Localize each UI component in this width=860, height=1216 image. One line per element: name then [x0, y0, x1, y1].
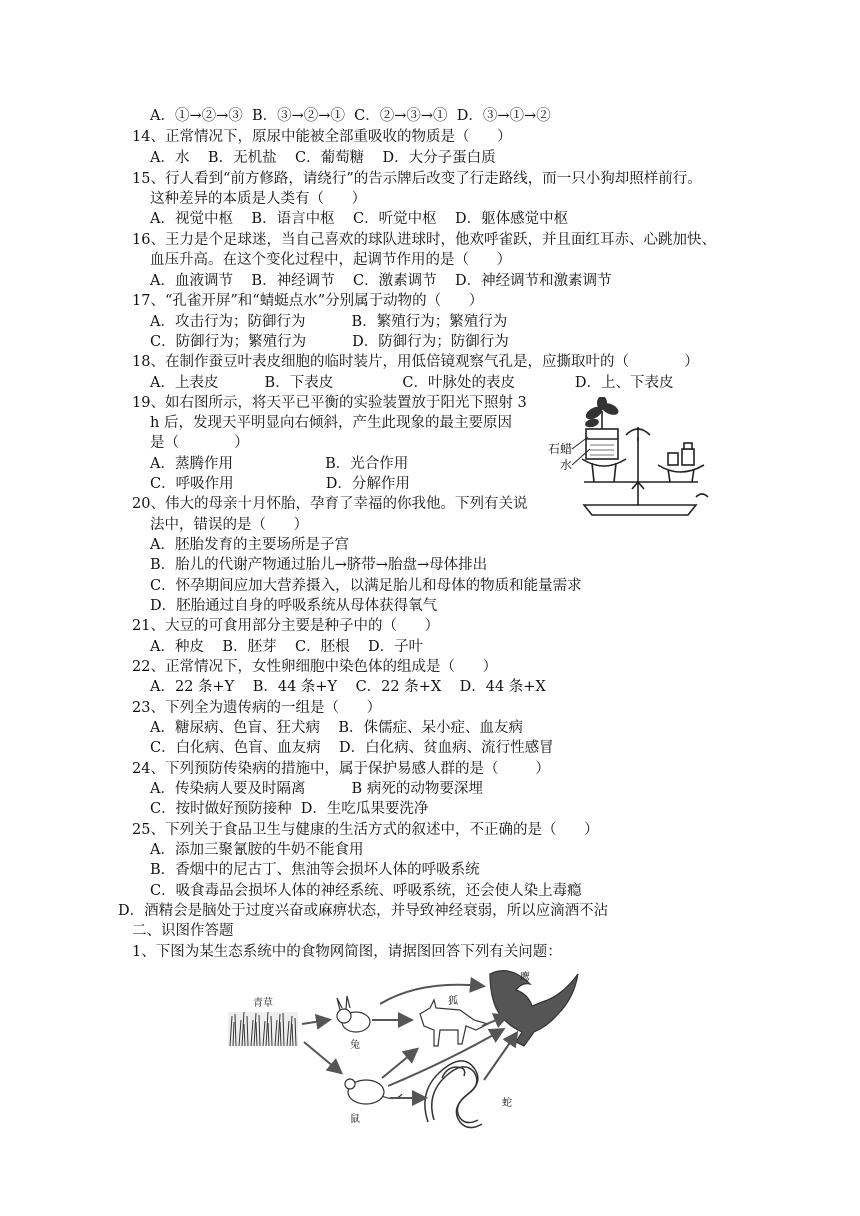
q18-options: A．上表皮 B．下表皮 C．叶脉处的表皮 D．上、下表皮	[150, 375, 674, 391]
q20-option-d: D．胚胎通过自身的呼吸系统从母体获得氧气	[150, 598, 438, 614]
q24-stem: 24、下列预防传染病的措施中，属于保护易感人群的是（ ）	[132, 761, 550, 777]
q21-options: A．种皮 B．胚芽 C．胚根 D．子叶	[150, 639, 424, 655]
rabbit-label: 兔	[350, 1040, 360, 1051]
q22-options: A．22 条+Y B．44 条+Y C．22 条+X D．44 条+X	[150, 679, 546, 695]
q25-option-a: A．添加三聚氰胺的牛奶不能食用	[150, 842, 364, 858]
q20-stem-line1: 20、伟大的母亲十月怀胎，孕育了幸福的你我他。下列有关说	[132, 496, 528, 512]
q16-options: A．血液调节 B．神经调节 C．激素调节 D．神经调节和激素调节	[150, 273, 612, 289]
q20-option-c: C．怀孕期间应加大营养摄入，以满足胎儿和母体的物质和能量需求	[150, 578, 582, 594]
q25-stem: 25、下列关于食品卫生与健康的生活方式的叙述中，不正确的是（ ）	[132, 822, 599, 838]
rabbit-drawing	[337, 996, 370, 1032]
eagle-drawing	[490, 971, 578, 1046]
q23-options-ab: A．糖尿病、色盲、狂犬病 B．侏儒症、呆小症、血友病	[150, 720, 524, 736]
food-web-figure	[220, 960, 600, 1130]
q17-stem: 17、“孔雀开屏”和“蜻蜓点水”分别属于动物的（ ）	[132, 293, 484, 309]
q25-option-c: C．吸食毒品会损坏人体的神经系统、呼吸系统，还会使人染上毒瘾	[150, 883, 582, 899]
q17-options-ab: A．攻击行为；防御行为 B．繁殖行为；繁殖行为	[150, 314, 508, 330]
fig-question-1-stem: 1、下图为某生态系统中的食物网简图，请据图回答下列有关问题：	[132, 944, 562, 960]
q17-options-cd: C．防御行为；繁殖行为 D．防御行为；防御行为	[150, 334, 509, 350]
q16-stem-line1: 16、王力是个足球迷，当自己喜欢的球队进球时，他欢呼雀跃，并且面红耳赤、心跳加快、	[132, 232, 716, 248]
q25-option-d: D．酒精会是脑处于过度兴奋或麻痹状态，并导致神经衰弱，所以应滴酒不沾	[118, 903, 609, 919]
q14-options: A．水 B．无机盐 C．葡萄糖 D．大分子蛋白质	[150, 150, 496, 166]
balance-experiment-figure	[546, 397, 726, 522]
label-paraffin: 石蜡	[548, 442, 573, 456]
grass-drawing	[228, 1012, 298, 1046]
q25-option-b: B．香烟中的尼古丁、焦油等会损坏人体的呼吸系统	[150, 862, 480, 878]
q19-stem-line2: h 后，发现天平明显向右倾斜，产生此现象的最主要原因	[150, 415, 512, 431]
label-water: 水	[560, 458, 573, 472]
q15-stem-line2: 这种差异的本质是人类有（ ）	[150, 191, 367, 207]
q22-stem: 22、正常情况下，女性卵细胞中染色体的组成是（ ）	[132, 659, 498, 675]
q19-options-ab: A．蒸腾作用 B．光合作用	[150, 456, 409, 472]
q19-options-cd: C．呼吸作用 D．分解作用	[150, 476, 410, 492]
q23-stem: 23、下列全为遗传病的一组是（ ）	[132, 700, 382, 716]
q19-stem-line1: 19、如右图所示，将天平已平衡的实验装置放于阳光下照射 3	[132, 395, 527, 411]
q18-stem: 18、在制作蚕豆叶表皮细胞的临时装片，用低倍镜观察气孔是，应撕取叶的（ ）	[132, 354, 699, 370]
q20-option-b: B．胎儿的代谢产物通过胎儿→脐带→胎盘→母体排出	[150, 557, 488, 573]
q21-stem: 21、大豆的可食用部分主要是种子中的（ ）	[132, 618, 440, 634]
q16-stem-line2: 血压升高。在这个变化过程中，起调节作用的是（ ）	[150, 252, 512, 268]
q24-options-cd: C．按时做好预防接种 D．生吃瓜果要洗净	[150, 801, 429, 817]
eagle-label: 鹰	[520, 972, 530, 983]
section-heading: 二、识图作答题	[132, 923, 234, 939]
q20-stem-line2: 法中，错误的是（ ）	[150, 517, 309, 533]
q13-options: A．①→②→③ B．③→②→① C．②→③→① D．③→①→②	[150, 108, 551, 124]
snake-drawing	[425, 1061, 482, 1128]
q19-stem-line3: 是（ ）	[150, 435, 249, 451]
q15-options: A．视觉中枢 B．语言中枢 C．听觉中枢 D．躯体感觉中枢	[150, 211, 569, 227]
q14-stem: 14、正常情况下，原尿中能被全部重吸收的物质是（ ）	[132, 129, 512, 145]
q24-options-ab: A．传染病人要及时隔离 B 病死的动物要深埋	[150, 781, 483, 797]
q15-stem-line1: 15、行人看到“前方修路，请绕行”的告示牌后改变了行走路线，而一只小狗却照样前行。	[132, 171, 702, 187]
q23-options-cd: C．白化病、色盲、血友病 D．白化病、贫血病、流行性感冒	[150, 740, 554, 756]
grass-label: 青草	[253, 998, 273, 1009]
mouse-label: 鼠	[350, 1114, 360, 1125]
snake-label: 蛇	[502, 1098, 512, 1109]
fox-label: 狐	[448, 996, 458, 1007]
q20-option-a: A．胚胎发育的主要场所是子宫	[150, 537, 349, 553]
